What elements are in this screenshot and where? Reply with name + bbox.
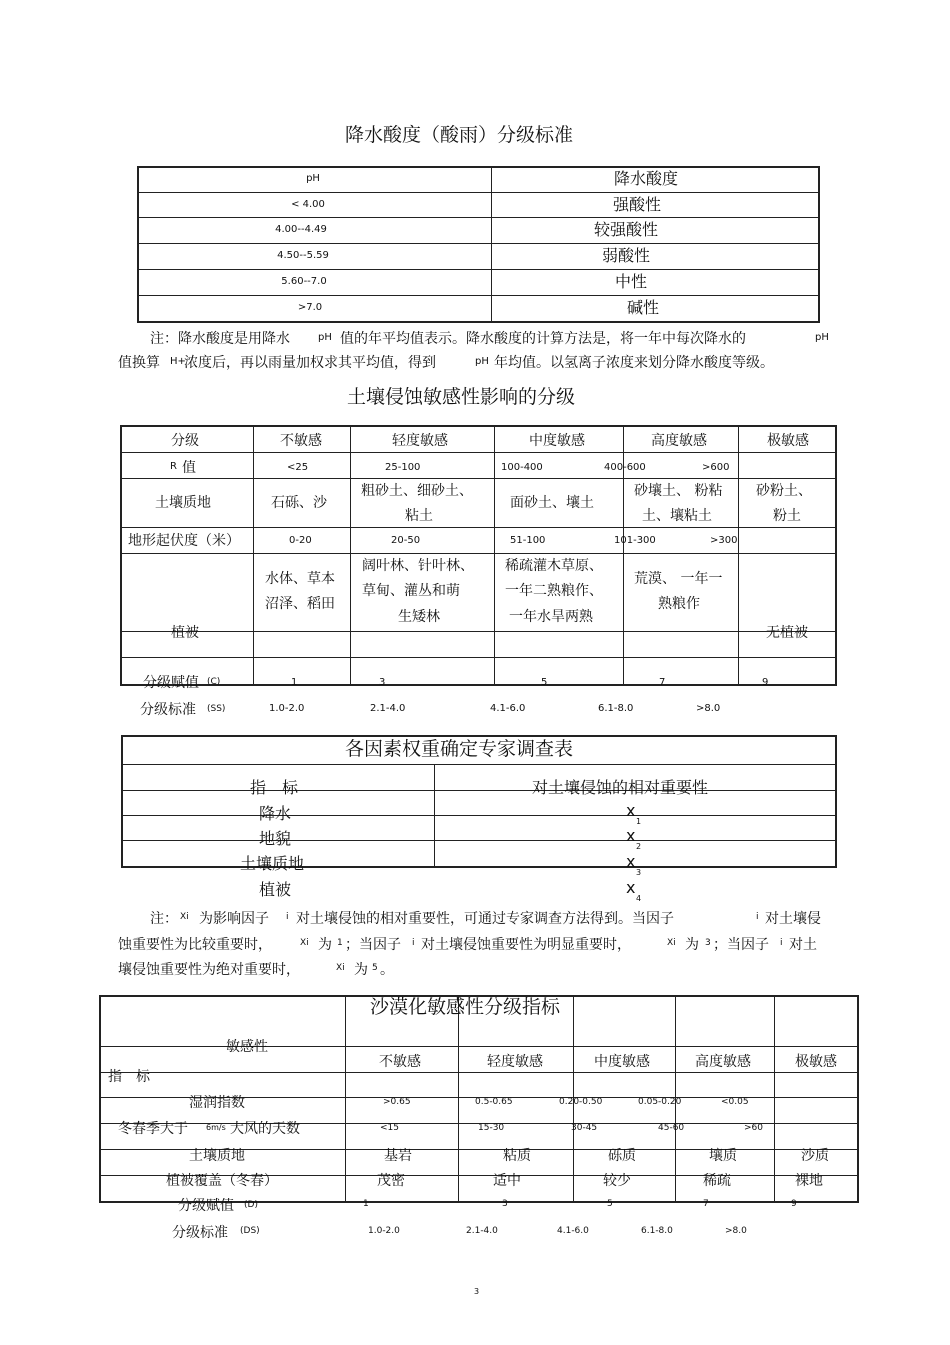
veg-value: 阔叶林、针叶林、	[362, 558, 474, 574]
soil-value: 土、壤粘土	[642, 508, 712, 524]
acid-header-level: 降水酸度	[613, 169, 679, 188]
desert-assign-label: 分级赋值	[178, 1198, 234, 1214]
assign-label: 分级赋值	[143, 675, 199, 691]
veg-value: 一年水旱两熟	[509, 609, 593, 625]
moist-value: 0.5-0.65	[475, 1097, 513, 1107]
acid-row-level: 中性	[614, 272, 648, 291]
veg-value: 草甸、灌丛和萌	[362, 583, 460, 599]
weight-row-x: x	[626, 878, 636, 897]
r-value: 25-100	[385, 462, 421, 473]
soil-value: 粘土	[405, 508, 433, 524]
soil-value: 面砂土、壤土	[510, 495, 594, 511]
veg-value: 稀疏灌木草原、	[505, 558, 603, 574]
weight-row-sub: 4	[636, 894, 642, 903]
desert-assign-value: 9	[791, 1199, 797, 1209]
desert-header: 极敏感	[795, 1054, 837, 1070]
wind-value: <15	[380, 1123, 399, 1133]
r-label: 值	[182, 460, 196, 476]
assign-value: 3	[379, 677, 386, 688]
weight-header-indicator: 指 标	[250, 778, 299, 797]
corner-sensitivity: 敏感性	[226, 1039, 268, 1055]
acid-row-ph: 4.50--5.59	[277, 250, 329, 261]
r-label: R	[170, 461, 177, 472]
desert-soil-value: 沙质	[801, 1148, 829, 1164]
weight-row-x: x	[626, 826, 636, 845]
assign-value: 9	[762, 677, 769, 688]
erosion-header: 高度敏感	[651, 433, 707, 449]
desert-soil-value: 粘质	[503, 1148, 531, 1164]
soil-value: 石砾、沙	[271, 495, 327, 511]
veg-label: 植被	[171, 625, 199, 641]
weight-row-x: x	[626, 852, 636, 871]
r-value: <25	[287, 462, 309, 473]
wind-label: 冬春季大于	[118, 1121, 188, 1137]
cover-value: 稀疏	[703, 1173, 731, 1189]
veg-value: 无植被	[766, 625, 808, 641]
moist-value: >0.65	[383, 1097, 411, 1107]
erosion-header: 中度敏感	[529, 433, 585, 449]
weight-row-sub: 1	[636, 817, 642, 826]
r-value: 100-400	[501, 462, 543, 473]
desert-assign-value: 1	[363, 1199, 369, 1209]
weight-row-factor: 土壤质地	[240, 854, 305, 873]
desert-soil-value: 壤质	[709, 1148, 737, 1164]
cover-value: 裸地	[795, 1173, 823, 1189]
corner-indicator: 指 标	[108, 1069, 150, 1085]
veg-value: 一年二熟粮作、	[505, 583, 603, 599]
soil-value: 粗砂土、细砂土、	[361, 483, 473, 499]
soil-value: 粉土	[773, 508, 801, 524]
desert-soil-value: 基岩	[384, 1148, 412, 1164]
acid-row-level: 碱性	[626, 298, 660, 317]
wind-label: 6m/s	[206, 1123, 226, 1132]
erosion-header: 分级	[171, 433, 199, 449]
assign-unit: (C)	[207, 677, 221, 687]
soil-erosion-title: 土壤侵蚀敏感性影响的分级	[347, 386, 576, 408]
weight-header-importance: 对土壤侵蚀的相对重要性	[532, 778, 709, 797]
weight-survey-title: 各因素权重确定专家调查表	[345, 738, 574, 760]
assign-value: 5	[541, 677, 548, 688]
wind-label: 大风的天数	[230, 1121, 300, 1137]
wind-value: 30-45	[571, 1123, 598, 1133]
weight-row-sub: 3	[636, 868, 642, 877]
weight-row-x: x	[626, 801, 636, 820]
erosion-header: 轻度敏感	[392, 433, 448, 449]
wind-value: 15-30	[478, 1123, 505, 1133]
r-value: >600	[702, 462, 730, 473]
veg-value: 生矮林	[398, 609, 440, 625]
cover-label: 植被覆盖（冬春）	[166, 1173, 278, 1189]
acid-rain-title: 降水酸度（酸雨）分级标准	[345, 124, 574, 146]
wind-value: 45-60	[658, 1123, 685, 1133]
desert-header: 高度敏感	[695, 1054, 751, 1070]
soil-value: 砂壤土、 粉粘	[634, 483, 723, 499]
acid-row-level: 弱酸性	[601, 246, 651, 265]
weight-row-sub: 2	[636, 842, 642, 851]
acid-header-ph: pH	[306, 173, 320, 184]
page-number: 3	[474, 1287, 480, 1296]
acid-row-ph: >7.0	[297, 302, 323, 313]
desert-header: 不敏感	[379, 1054, 421, 1070]
assign-value: 1	[291, 677, 298, 688]
moist-label: 湿润指数	[189, 1095, 245, 1111]
acid-row-ph: 4.00--4.49	[275, 224, 327, 235]
weight-row-factor: 地貌	[259, 829, 292, 848]
soil-value: 砂粉土、	[756, 483, 812, 499]
relief-label: 地形起伏度（米）	[128, 533, 240, 549]
moist-value: 0.20-0.50	[559, 1097, 603, 1107]
desert-soil-label: 土壤质地	[189, 1148, 245, 1164]
veg-value: 荒漠、 一年一	[634, 571, 723, 587]
veg-value: 沼泽、稻田	[265, 596, 335, 612]
desertification-title: 沙漠化敏感性分级指标	[370, 996, 561, 1018]
cover-value: 适中	[493, 1173, 521, 1189]
relief-value: 51-100	[510, 535, 546, 546]
acid-row-level: 强酸性	[612, 195, 662, 214]
moist-value: 0.05-0.20	[638, 1097, 682, 1107]
desert-soil-value: 砾质	[608, 1148, 636, 1164]
relief-value: >300	[710, 535, 738, 546]
cover-value: 茂密	[377, 1173, 405, 1189]
desert-header: 中度敏感	[594, 1054, 650, 1070]
acid-row-ph: 5.60--7.0	[281, 276, 327, 287]
wind-value: >60	[744, 1123, 763, 1133]
desert-assign-value: 3	[502, 1199, 508, 1209]
moist-value: <0.05	[721, 1097, 749, 1107]
veg-value: 水体、草本	[265, 571, 335, 587]
erosion-header: 不敏感	[280, 433, 322, 449]
relief-value: 101-300	[614, 535, 656, 546]
desert-assign-value: 5	[607, 1199, 613, 1209]
acid-row-ph: < 4.00	[291, 199, 325, 210]
desert-header: 轻度敏感	[487, 1054, 543, 1070]
relief-value: 20-50	[391, 535, 421, 546]
cover-value: 较少	[603, 1173, 631, 1189]
erosion-header: 极敏感	[767, 433, 809, 449]
desert-assign-unit: (D)	[244, 1200, 258, 1210]
relief-value: 0-20	[289, 535, 312, 546]
desert-assign-value: 7	[703, 1199, 709, 1209]
weight-row-factor: 植被	[259, 880, 292, 899]
soil-label: 土壤质地	[155, 495, 211, 511]
assign-value: 7	[659, 677, 666, 688]
veg-value: 熟粮作	[658, 596, 700, 612]
r-value: 400-600	[604, 462, 646, 473]
weight-row-factor: 降水	[259, 804, 292, 823]
acid-row-level: 较强酸性	[593, 220, 659, 239]
